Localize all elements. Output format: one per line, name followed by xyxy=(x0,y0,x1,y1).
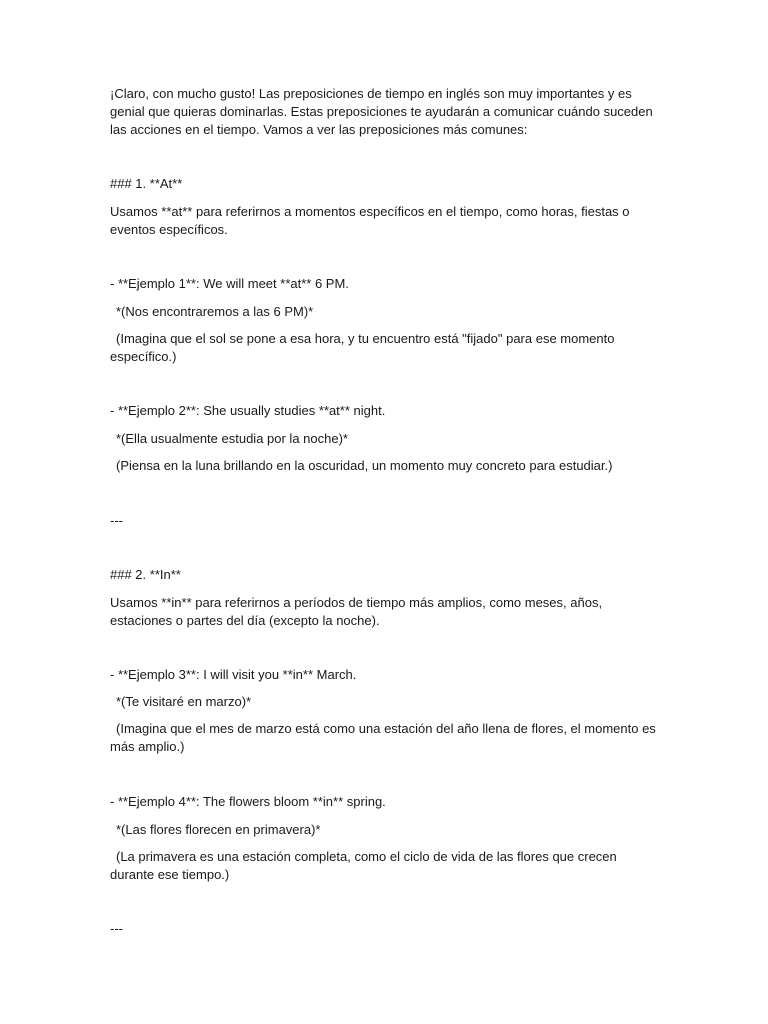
example-3-note: (Imagina que el mes de marzo está como una estación del año llena de flores, el momento es más amplio.) xyxy=(110,721,656,754)
example-4-line: - **Ejemplo 4**: The flowers bloom **in** spring. xyxy=(110,794,386,809)
example-1-line: - **Ejemplo 1**: We will meet **at** 6 PM. xyxy=(110,276,349,291)
example-4-translation: *(Las flores florecen en primavera)* xyxy=(116,822,321,837)
example-3-line: - **Ejemplo 3**: I will visit you **in** March. xyxy=(110,667,357,682)
example-3-translation: *(Te visitaré en marzo)* xyxy=(116,694,252,709)
separator: --- xyxy=(110,513,123,528)
example-4-note: (La primavera es una estación completa, como el ciclo de vida de las flores que crecen durante ese tiempo.) xyxy=(110,849,617,882)
section-1-description: Usamos **at** para referirnos a momentos específicos en el tiempo, como horas, fiestas o eventos específicos. xyxy=(110,204,630,237)
section-2-heading: ### 2. **In** xyxy=(110,567,181,582)
example-2-line: - **Ejemplo 2**: She usually studies **at** night. xyxy=(110,403,386,418)
separator: --- xyxy=(110,921,123,936)
section-1-heading: ### 1. **At** xyxy=(110,176,183,191)
example-1-note: (Imagina que el sol se pone a esa hora, y tu encuentro está "fijado" para ese momento específico.) xyxy=(110,331,615,364)
section-2-description: Usamos **in** para referirnos a períodos de tiempo más amplios, como meses, años, estaciones o partes del día (excepto la noche). xyxy=(110,595,603,628)
example-2-translation: *(Ella usualmente estudia por la noche)* xyxy=(116,431,348,446)
example-2-note: (Piensa en la luna brillando en la oscuridad, un momento muy concreto para estudiar.) xyxy=(116,458,613,473)
intro-paragraph: ¡Claro, con mucho gusto! Las preposiciones de tiempo en inglés son muy importantes y es genial que quieras dominarlas. Estas preposiciones te ayudarán a comunicar cuándo suceden las acciones en el tiempo. Vamos a ver las preposiciones más comunes: xyxy=(110,86,653,137)
example-1-translation: *(Nos encontraremos a las 6 PM)* xyxy=(116,304,314,319)
